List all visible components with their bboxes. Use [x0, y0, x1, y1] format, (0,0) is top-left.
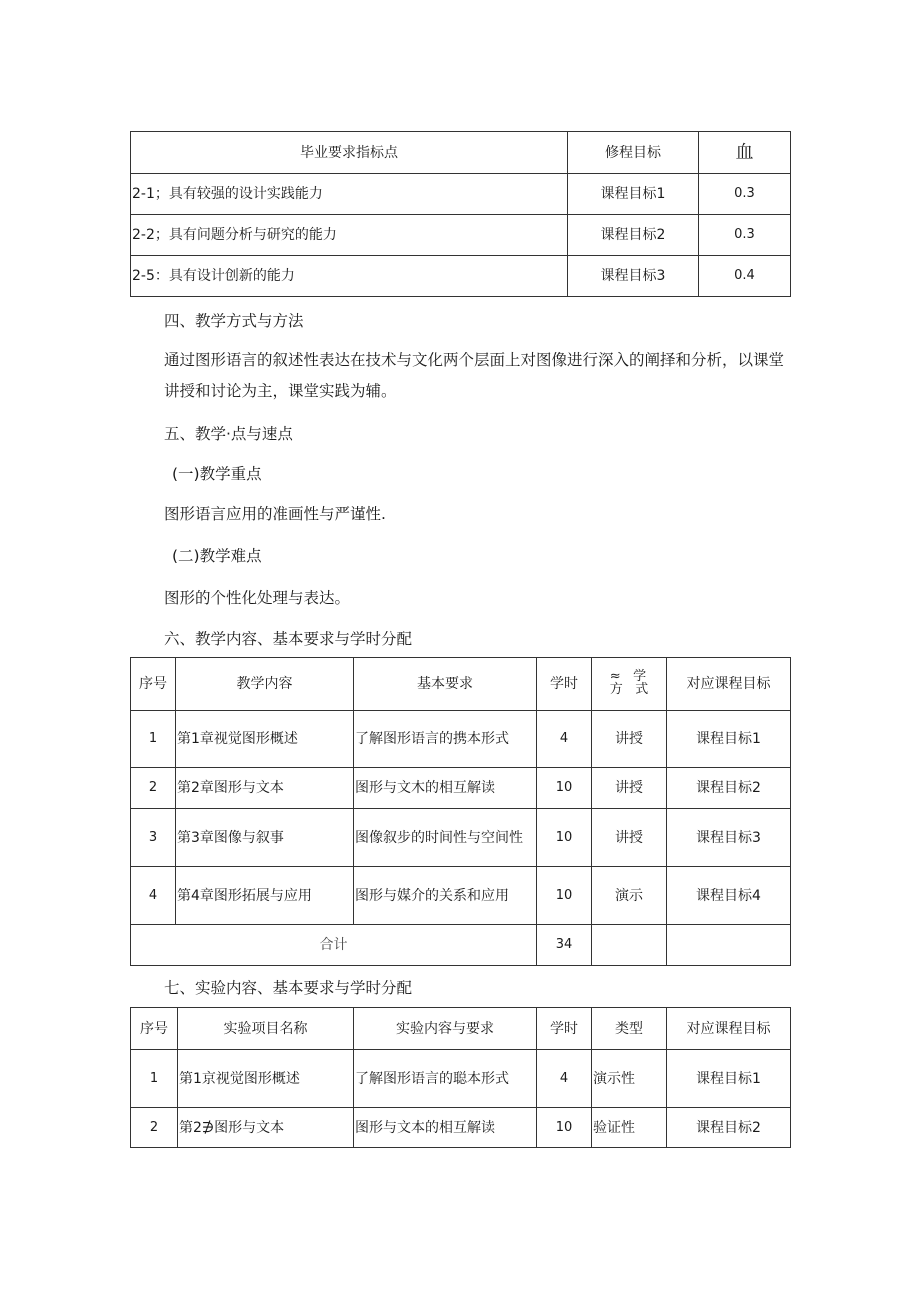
- index-cell: 4: [131, 867, 176, 925]
- section5-sub1: (一)教学重点: [172, 465, 262, 483]
- method-cell: 讲授: [592, 809, 667, 867]
- total-row: [131, 925, 791, 966]
- hours-cell: 4: [537, 1050, 592, 1108]
- requirement-cell: 图形与媒介的关系和应用: [354, 867, 537, 925]
- weight-cell: 0.3: [699, 215, 791, 256]
- hours-cell: 10: [537, 809, 592, 867]
- header-requirement: 基本要求: [354, 658, 537, 711]
- teaching-content-table: [130, 657, 791, 966]
- method-cell: 演示: [592, 867, 667, 925]
- requirement-cell: 了解图形语言的携本形式: [354, 711, 537, 768]
- section5-heading: 五、教学·点与速点: [164, 425, 293, 443]
- table-row: [131, 867, 791, 925]
- index-cell: 1: [131, 1050, 178, 1108]
- type-cell: 验证性: [592, 1108, 667, 1148]
- hours-cell: 10: [537, 867, 592, 925]
- hours-cell: 10: [537, 768, 592, 809]
- index-cell: 2: [131, 768, 176, 809]
- hours-cell: 10: [537, 1108, 592, 1148]
- indicator-cell: 2-5：具有设计创新的能力: [131, 256, 568, 297]
- header-course-goal: 对应课程目标: [667, 1008, 791, 1050]
- section5-sub2: (二)教学难点: [172, 547, 262, 565]
- header-hours: 学时: [537, 1008, 592, 1050]
- goal-cell: 课程目标1: [568, 174, 699, 215]
- header-project-name: 实验项目名称: [178, 1008, 354, 1050]
- method-header-tr: 学: [633, 668, 647, 684]
- header-type: 类型: [592, 1008, 667, 1050]
- requirement-cell: 图形与文本的相互解读: [354, 1108, 537, 1148]
- header-weight: 血: [699, 132, 791, 174]
- index-cell: 2: [131, 1108, 178, 1148]
- table-row: [131, 711, 791, 768]
- goal-cell: 课程目标1: [667, 711, 791, 768]
- header-index: 序号: [131, 1008, 178, 1050]
- header-method: [592, 658, 667, 711]
- method-header-bl: 方: [609, 681, 623, 697]
- graduation-requirements-table: [130, 131, 791, 297]
- weight-cell: 0.4: [699, 256, 791, 297]
- experiment-table: [130, 1007, 791, 1148]
- header-requirement: 实验内容与要求: [354, 1008, 537, 1050]
- total-hours: 34: [537, 925, 592, 966]
- section6-heading: 六、教学内容、基本要求与学时分配: [164, 630, 413, 648]
- header-index: 序号: [131, 658, 176, 711]
- section7-heading: 七、实验内容、基本要求与学时分配: [164, 979, 413, 997]
- total-label: 合计: [131, 925, 537, 966]
- content-cell: 第3章图像与叙事: [176, 809, 354, 867]
- section4-body: [164, 345, 784, 407]
- header-indicator: 毕业要求指标点: [131, 132, 568, 174]
- type-cell: 演示性: [592, 1050, 667, 1108]
- index-cell: 1: [131, 711, 176, 768]
- content-cell: 第1章视觉图形概述: [176, 711, 354, 768]
- method-cell: 讲授: [592, 711, 667, 768]
- indicator-cell: 2-1；具有较强的设计实践能力: [131, 174, 568, 215]
- project-cell: 第1京视觉图形概述: [178, 1050, 354, 1108]
- empty-cell: [592, 925, 667, 966]
- empty-cell: [667, 925, 791, 966]
- goal-cell: 课程目标3: [568, 256, 699, 297]
- hours-cell: 4: [537, 711, 592, 768]
- header-course-goal: 对应课程目标: [667, 658, 791, 711]
- section5-text1: 图形语言应用的准画性与严谨性.: [164, 505, 386, 523]
- goal-cell: 课程目标2: [568, 215, 699, 256]
- goal-cell: 课程目标2: [667, 1108, 791, 1148]
- content-cell: 第4章图形拓展与应用: [176, 867, 354, 925]
- header-course-goal: 修程目标: [568, 132, 699, 174]
- goal-cell: 课程目标2: [667, 768, 791, 809]
- table-row: [131, 174, 791, 215]
- requirement-cell: 了解图形语言的聪本形式: [354, 1050, 537, 1108]
- project-cell: 第2∌图形与文本: [178, 1108, 354, 1148]
- method-header-br: 式: [635, 681, 649, 697]
- index-cell: 3: [131, 809, 176, 867]
- requirement-cell: 图形与文木的相互解读: [354, 768, 537, 809]
- method-cell: 讲授: [592, 768, 667, 809]
- goal-cell: 课程目标1: [667, 1050, 791, 1108]
- table-row: [131, 215, 791, 256]
- section4-body-text: 通过图形语言的叙述性表达在技术与文化两个层面上对图像进行深入的阐择和分析，以课堂讲授和讨论为主，课堂实践为辅。: [164, 351, 785, 400]
- section4-heading: 四、教学方式与方法: [164, 312, 304, 330]
- table-row: [131, 1108, 791, 1148]
- table-row: [131, 809, 791, 867]
- goal-cell: 课程目标3: [667, 809, 791, 867]
- table-row: [131, 256, 791, 297]
- header-hours: 学时: [537, 658, 592, 711]
- method-header-tl: ≈: [609, 668, 621, 684]
- table-row: [131, 768, 791, 809]
- section5-text2: 图形的个性化处理与表达。: [164, 589, 351, 607]
- goal-cell: 课程目标4: [667, 867, 791, 925]
- indicator-cell: 2-2；具有问题分析与研究的能力: [131, 215, 568, 256]
- weight-cell: 0.3: [699, 174, 791, 215]
- header-content: 教学内容: [176, 658, 354, 711]
- content-cell: 第2章图形与文本: [176, 768, 354, 809]
- requirement-cell: 图像叙步的时间性与空间性: [354, 809, 537, 867]
- table-row: [131, 1050, 791, 1108]
